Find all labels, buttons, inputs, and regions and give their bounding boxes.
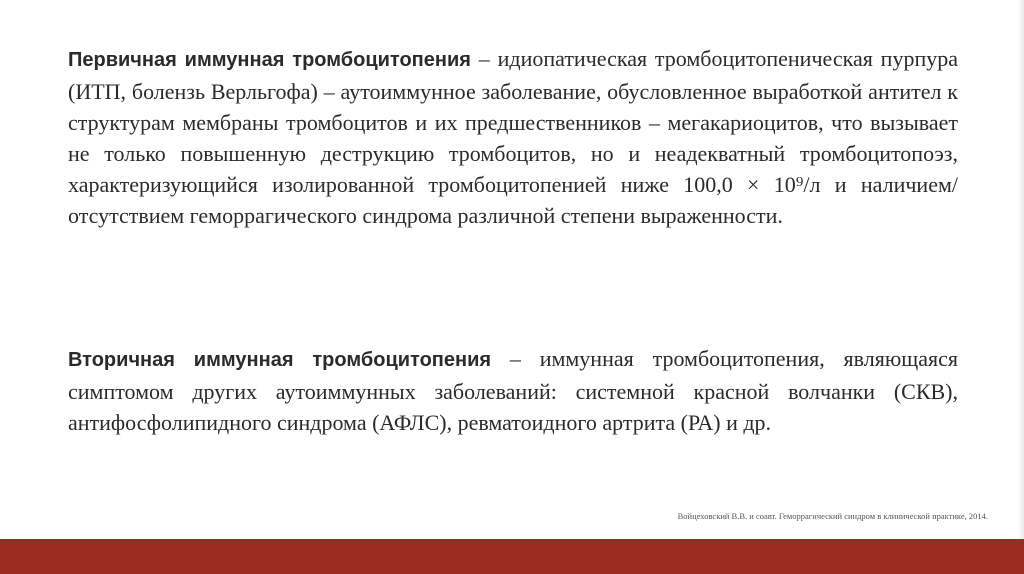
- secondary-itp-text: – иммунная тромбоцитопения, являющаяся симптомом других аутоиммунных заболеваний: системной красной волчанки (СКВ), антифосфолипидного синдрома (АФЛС), ревматоидного артрита (РА) и др.: [68, 346, 958, 435]
- secondary-itp-term: Вторичная иммунная тромбоцитопения: [68, 349, 492, 371]
- primary-itp-definition: [68, 43, 958, 231]
- primary-itp-term: Первичная иммунная тромбоцитопения: [68, 49, 471, 71]
- source-citation: Войцеховский В.В. и соавт. Геморрагический синдром в клинической практике, 2014.: [677, 511, 988, 521]
- footer-bar: [0, 539, 1024, 574]
- secondary-itp-definition: [68, 343, 958, 438]
- slide-edge-shadow: [1018, 0, 1024, 560]
- primary-itp-text: – идиопатическая тромбоцитопеническая пурпура (ИТП, болензь Верльгофа) – аутоиммунное заболевание, обусловленное выработкой антител к структурам мембраны тромбоцитов и их предшественников – мегакариоцитов, что вызывает не только повышенную деструкцию тромбоцитов, но и неадекватный тромбоцитопоэз, характеризующийся изолированной тромбоцитопенией ниже 100,0 × 10⁹/л и наличием/отсутствием геморрагического синдрома различной степени выраженности.: [68, 46, 958, 228]
